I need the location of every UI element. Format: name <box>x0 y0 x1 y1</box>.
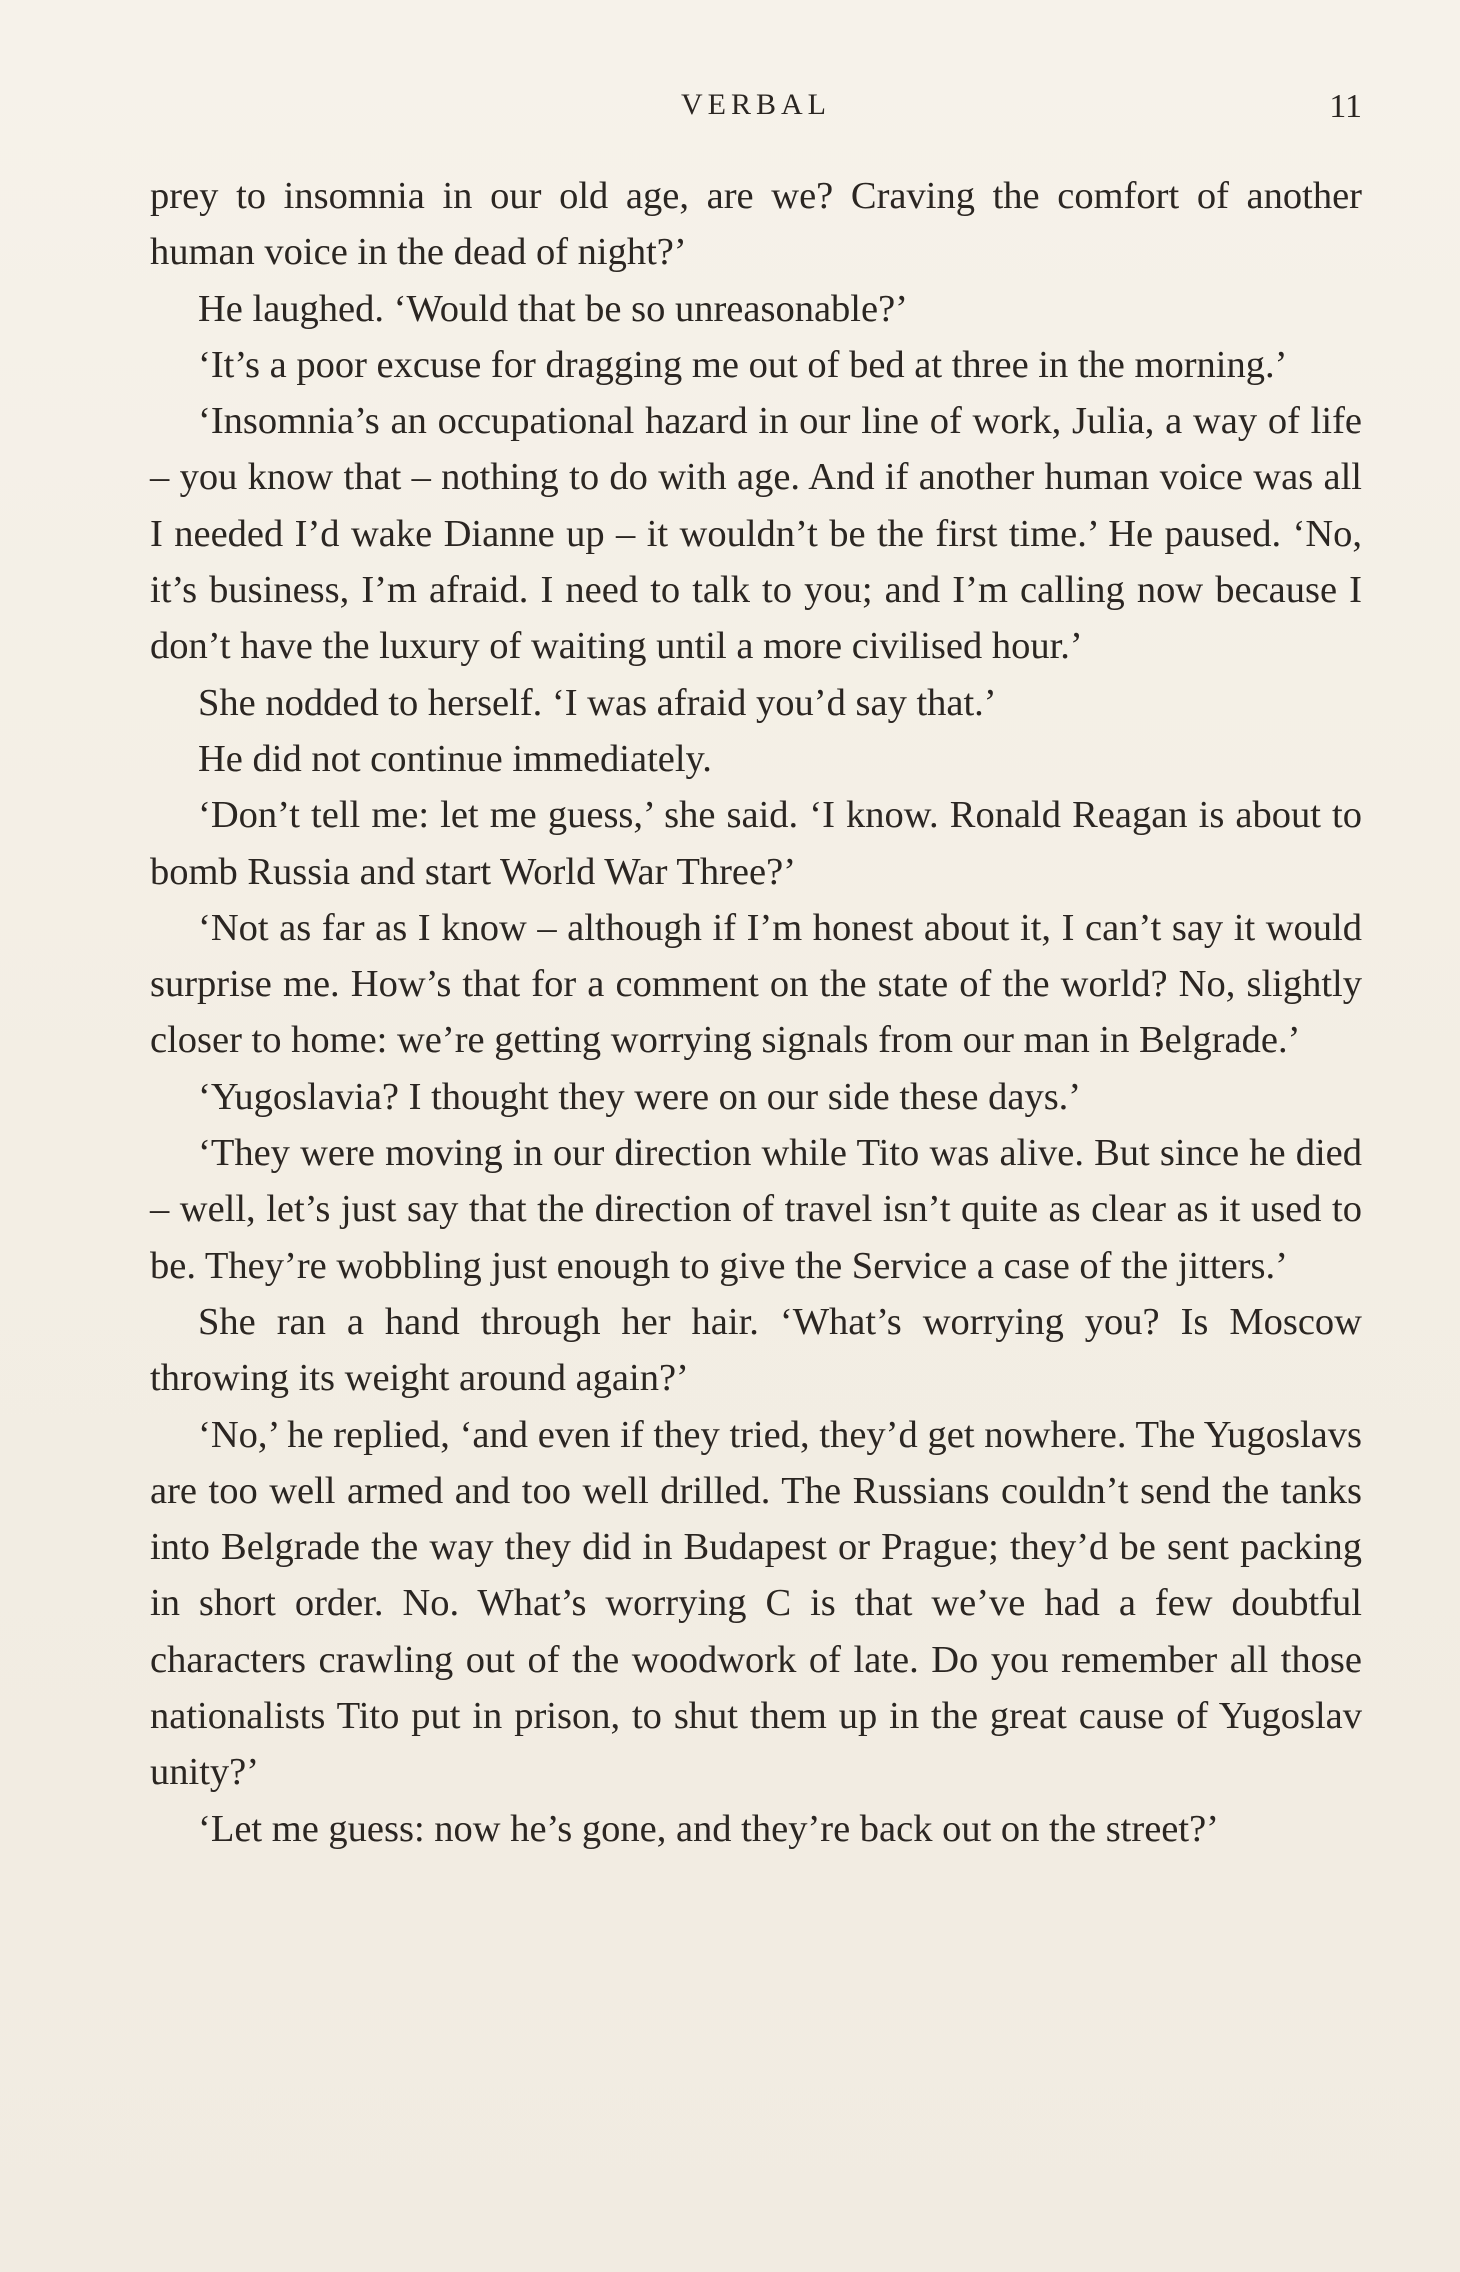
chapter-title: VERBAL <box>681 88 831 121</box>
paragraph: ‘It’s a poor excuse for dragging me out of bed at three in the morning.’ <box>198 343 1288 386</box>
paragraph: She nodded to herself. ‘I was afraid you’d say that.’ <box>198 681 997 724</box>
running-head <box>150 88 1362 132</box>
paragraph: She ran a hand through her hair. ‘What’s worrying you? Is Moscow throwing its weight around again?’ <box>150 1300 1362 1400</box>
page-number: 11 <box>1329 88 1362 125</box>
paragraph: ‘Not as far as I know – although if I’m honest about it, I can’t say it would surprise me. How’s that for a comment on the state of the world? No, slightly closer to home: we’re getting worrying signals from our man in Belgrade.’ <box>150 906 1362 1062</box>
paragraph: He did not continue immediately. <box>198 737 712 780</box>
paragraph: prey to insomnia in our old age, are we? Craving the comfort of another human voice in the dead of night?’ <box>150 175 1362 274</box>
paragraph: ‘Don’t tell me: let me guess,’ she said. ‘I know. Ronald Reagan is about to bomb Russia and start World War Three?’ <box>150 794 1362 893</box>
paragraph: ‘Insomnia’s an occupational hazard in our line of work, Julia, a way of life – you know that – nothing to do with age. And if another human voice was all I needed I’d wake Dianne up – it wouldn’t be the first time.’ He paused. ‘No, it’s business, I’m afraid. I need to talk to you; and I’m calling now because I don’t have the luxury of waiting until a more civilised hour.’ <box>150 400 1362 668</box>
paragraph: ‘No,’ he replied, ‘and even if they tried, they’d get nowhere. The Yugoslavs are too well armed and too well drilled. The Russians couldn’t send the tanks into Belgrade the way they did in Budapest or Prague; they’d be sent packing in short order. No. What’s worrying C is that we’ve had a few doubtful characters crawling out of the woodwork of late. Do you remember all those nationalists Tito put in prison, to shut them up in the great cause of Yugoslav unity?’ <box>150 1413 1362 1794</box>
body-text <box>150 168 1362 1857</box>
paragraph: ‘Yugoslavia? I thought they were on our side these days.’ <box>198 1075 1082 1118</box>
paragraph: ‘Let me guess: now he’s gone, and they’re back out on the street?’ <box>198 1807 1219 1850</box>
paragraph: He laughed. ‘Would that be so unreasonable?’ <box>198 287 908 330</box>
paragraph: ‘They were moving in our direction while Tito was alive. But since he died – well, let’s just say that the direction of travel isn’t quite as clear as it used to be. They’re wobbling just enough to give the Service a case of the jitters.’ <box>150 1132 1362 1287</box>
